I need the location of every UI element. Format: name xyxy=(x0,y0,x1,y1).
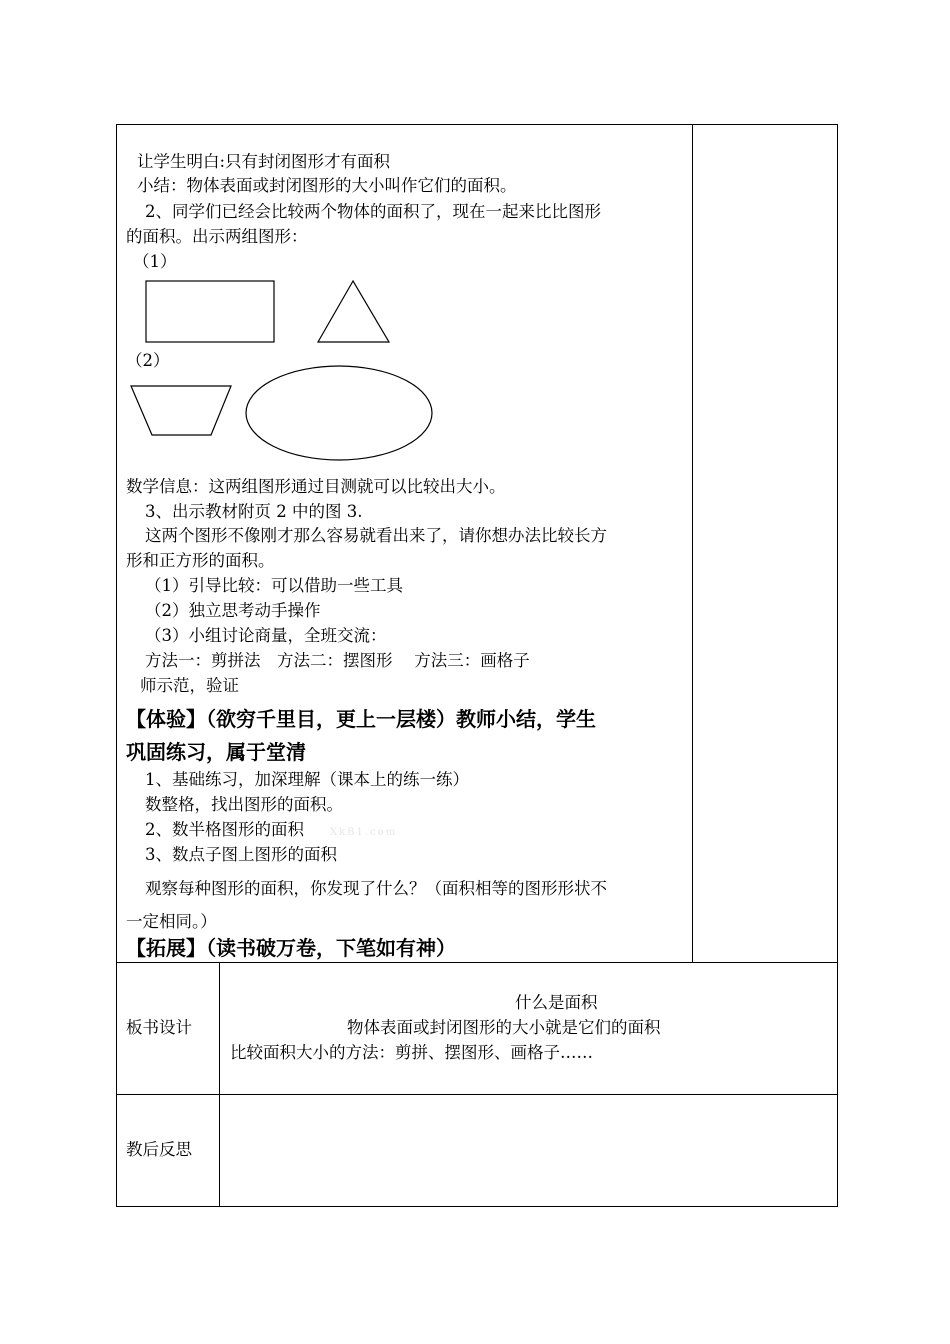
rectangle-shape xyxy=(146,281,274,342)
lesson-summary: 小结：物体表面或封闭图形的大小叫作它们的面积。 xyxy=(137,176,517,195)
extension-heading: 【拓展】（读书破万卷，下笔如有神） xyxy=(126,936,456,960)
step-2: （2）独立思考动手操作 xyxy=(145,601,321,620)
reflection-label: 教后反思 xyxy=(126,1140,192,1159)
exercise-1: 1、基础练习，加深理解（课本上的练一练） xyxy=(145,770,469,789)
watermark: XkB1.com xyxy=(330,827,398,838)
board-design-label: 板书设计 xyxy=(126,1018,192,1037)
experience-heading-line-1: 【体验】（欲穷千里目，更上一层楼）教师小结，学生 xyxy=(126,707,596,731)
step-3: （3）小组讨论商量，全班交流： xyxy=(145,626,387,645)
lesson-text-6a: 这两个图形不像刚才那么容易就看出来了，请你想办法比较长方 xyxy=(145,526,607,545)
exercise-3: 3、数点子图上图形的面积 xyxy=(145,845,337,864)
experience-heading-line-2: 巩固练习，属于堂清 xyxy=(126,740,306,764)
group-1-label: （1） xyxy=(133,252,177,271)
board-line-1: 物体表面或封闭图形的大小就是它们的面积 xyxy=(347,1018,661,1037)
triangle-shape xyxy=(318,281,389,342)
verify-line: 师示范，验证 xyxy=(140,676,239,695)
exercise-2: 2、数半格图形的面积 xyxy=(145,820,304,839)
board-line-2: 比较面积大小的方法：剪拼、摆图形、画格子…… xyxy=(230,1043,593,1062)
lesson-text-5: 3、出示教材附页 2 中的图 3. xyxy=(145,502,363,521)
lesson-text-1: 让学生明白:只有封闭图形才有面积 xyxy=(137,152,391,171)
exercise-1-detail: 数整格，找出图形的面积。 xyxy=(145,795,343,814)
step-1: （1）引导比较：可以借助一些工具 xyxy=(145,576,403,595)
methods-line: 方法一：剪拼法 方法二：摆图形 方法三：画格子 xyxy=(145,651,530,670)
ellipse-shape xyxy=(246,366,432,460)
math-info-text: 数学信息：这两组图形通过目测就可以比较出大小。 xyxy=(126,477,506,496)
lesson-text-3a: 2、同学们已经会比较两个物体的面积了，现在一起来比比图形 xyxy=(145,202,601,221)
board-title: 什么是面积 xyxy=(515,993,598,1012)
observation-line-2: 一定相同。） xyxy=(126,912,217,931)
trapezoid-shape xyxy=(131,386,231,435)
lesson-text-6b: 形和正方形的面积。 xyxy=(126,551,275,570)
group-2-label: （2） xyxy=(126,351,170,370)
observation-line-1: 观察每种图形的面积，你发现了什么？（面积相等的图形形状不 xyxy=(145,879,607,898)
lesson-text-3b: 的面积。出示两组图形： xyxy=(126,227,308,246)
